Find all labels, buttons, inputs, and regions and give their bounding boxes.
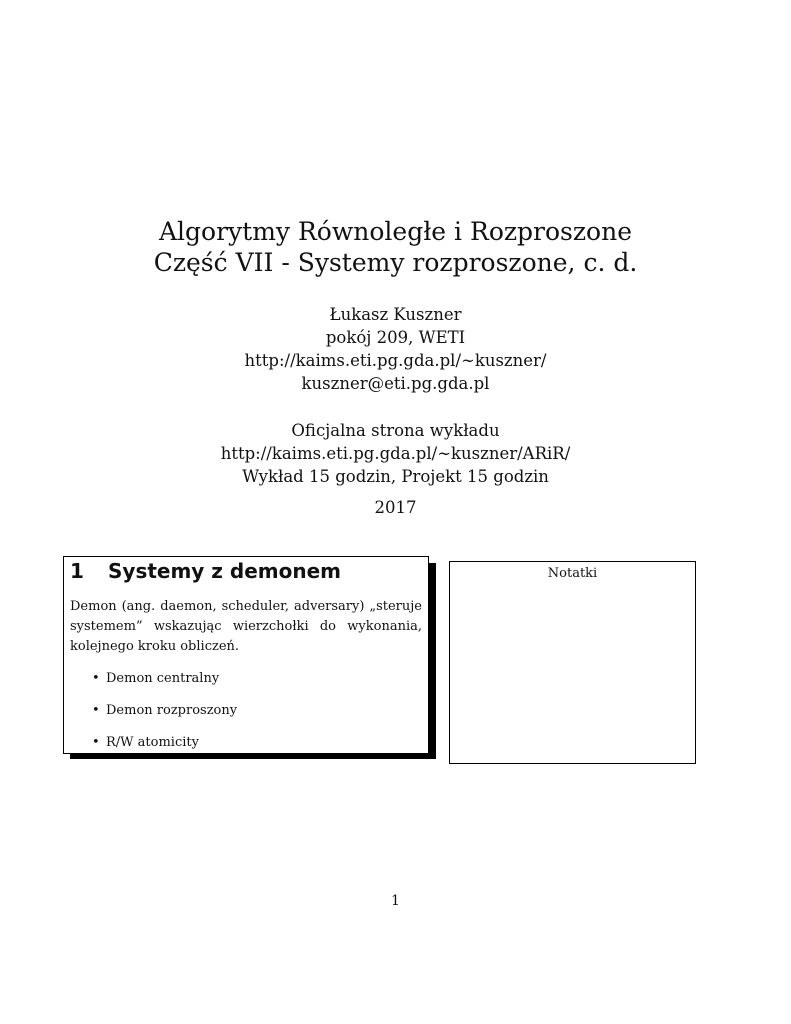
list-item	[92, 702, 237, 734]
list-item-text: R/W atomicity	[106, 735, 199, 750]
course-page-link[interactable]: http://kaims.eti.pg.gda.pl/∼kuszner/ARiR/	[220, 444, 571, 463]
section-title: Systemy z demonem	[108, 559, 342, 583]
year: 2017	[374, 498, 417, 517]
course-block	[0, 419, 791, 488]
notes-title: Notatki	[547, 566, 598, 581]
list-item	[92, 734, 237, 766]
author-name: Łukasz Kuszner	[329, 305, 462, 324]
page-number: 1	[391, 893, 400, 909]
list-item	[92, 670, 237, 702]
author-block	[0, 303, 791, 395]
section-heading	[70, 559, 341, 583]
author-email-link[interactable]: kuszner@eti.pg.gda.pl	[301, 374, 490, 393]
bullet-list	[92, 670, 237, 766]
bullet-icon: •	[92, 703, 100, 718]
author-room: pokój 209, WETI	[325, 328, 466, 347]
slide-frame	[63, 556, 429, 754]
title-line-2: Część VII - Systemy rozproszone, c. d.	[153, 248, 638, 277]
slide-body-text: Demon (ang. daemon, scheduler, adversary) „steruje systemem” wskazując wierzchołki do wykonania, kolejnego kroku obliczeń.	[70, 599, 422, 654]
list-item-text: Demon centralny	[106, 671, 220, 686]
section-number: 1	[70, 559, 84, 583]
list-item-text: Demon rozproszony	[106, 703, 238, 718]
author-homepage-link[interactable]: http://kaims.eti.pg.gda.pl/∼kuszner/	[244, 351, 547, 370]
course-page-label: Oficjalna strona wykładu	[291, 421, 500, 440]
title-line-1: Algorytmy Równoległe i Rozproszone	[158, 217, 632, 246]
bullet-icon: •	[92, 671, 100, 686]
course-hours: Wykład 15 godzin, Projekt 15 godzin	[242, 467, 549, 486]
bullet-icon: •	[92, 735, 100, 750]
document-title	[0, 216, 791, 278]
notes-box	[449, 561, 696, 764]
